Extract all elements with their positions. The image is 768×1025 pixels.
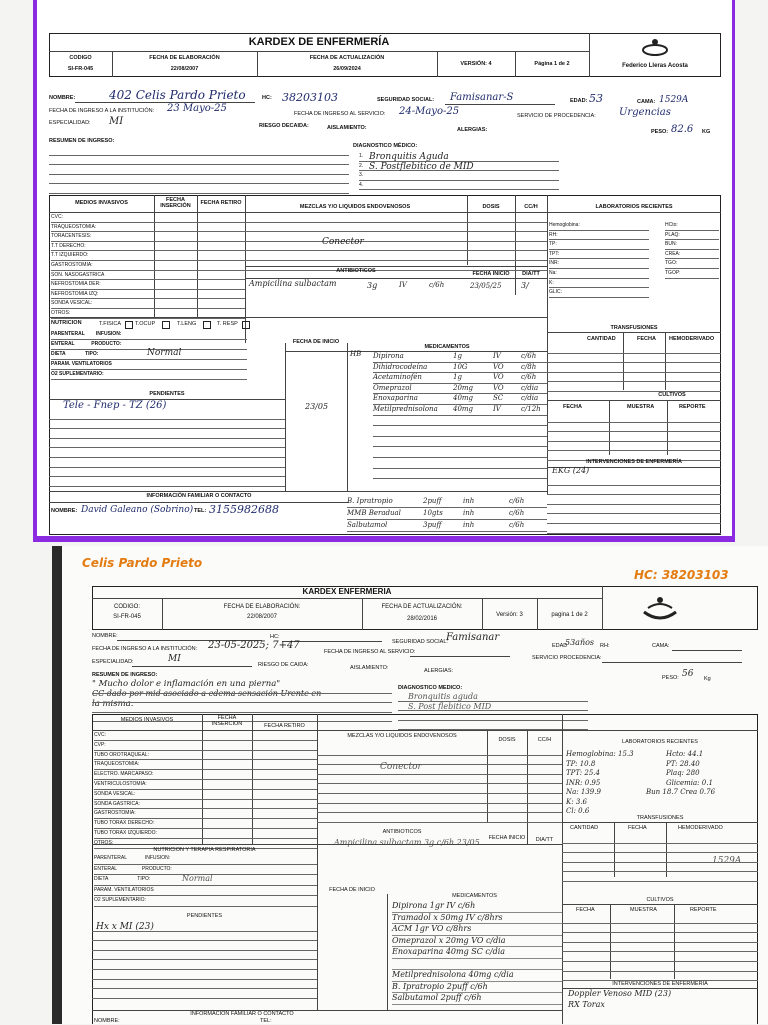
sheet-1: KARDEX DE ENFERMERÍA CODIGO SI-FR-045 FECHA DE ELABORACIÓN 22/08/2007 FECHA DE ACTUALIZACIÓN 26/09/2024 VERSIÓN: 4 Página 1 de 2 Federico Lleras Acosta NOMBRE: 402 Celis Pardo Prieto HC: 38203103 SEGURIDAD SOCIAL: Famisanar-S EDAD: 53 CAMA: 1529A FECHA DE INGRESO A LA INSTITUCIÓN: 23 Mayo-25 FECHA DE INGRESO AL SERVICIO: 24-Mayo-25 SERVICIO DE PROCEDENCIA: Urgencias ESPECIALIDAD: MI RIESGO DECAIDA: AISLAMIENTO: ALERGIAS: PESO: 82.6 KG RESUMEN DE INGRESO: DIAGNOSTICO MÉDICO: 1. 2. 3. 4. Bronquitis Aguda S. Postflebitico de MID MEDIOS INVASIVOS FECHA INSERCIÓN FECHA RETIRO CVC: TRAQUEOSTOMIA: TORACENTESIS: T.T DERECHO: T.T IZQUIERDO: GASTROSTOMIA: SON. NASOGASTRICA NEFROSTOMIA DER: NEFROSTOMIA IZQ: SONDA VESICAL: OTROS: MEZCLAS Y/O LIQUIDOS ENDOVENOSOS DOSIS CC/H Conector ANTIBIOTICOS FECHA INICIO DIA/TT Ampicilina sulbactam 3g IV c/6h 23/05/25 3/ LABORATORIOS RECIENTES Hemoglobina: RH: TP: TPT: INR: Na: K: GLIC: HCto: PLAQ: BUN: CREA: TGO: TGOP: NUTRICION T.FISICA T.OCUP T.LENG T. RESP PARENTERAL INFUSION: ENTERAL PRODUCTO: DIETA TIPO: PARAM. VENTILATORIOS O2 SUPLEMENTARIO: Normal PENDIENTES Tele - Fnep - TZ (26) FECHA DE INICIO MEDICAMENTOS HB 23/05 Dipirona 1g IV c/6h Dihidrocodeína 10G VO c/8h Acetaminofén 1g VO c/6h Omeprazol 20mg VO c/dia Enoxaparina 40mg SC c/dia Metilprednisolona 40mg IV c/12h TRANSFUSIONES CANTIDAD FECHA HEMODERIVADO CULTIVOS FECHA MUESTRA REPORTE INTERVENCIONES DE ENFERMERÍA EKG (24) INFORMACIÓN FAMILIAR O CONTACTO NOMBRE: David Galeano (Sobrino) TEL: 3155982688 B. Ipratropio 2puff inh c/6h MMB Beradual 10gts inh c/6h Salbutamol 3puff inh c/6h [33, 0, 735, 542]
pending-note: Tele - Fnep - TZ (26) [63, 400, 167, 411]
diagnosis-2-1: Bronquitis aguda [408, 692, 478, 701]
device-list: CVC: TRAQUEOSTOMIA: TORACENTESIS: T.T DERECHO: T.T IZQUIERDO: GASTROSTOMIA: SON. NASOGASTRICA NEFROSTOMIA DER: NEFROSTOMIA IZQ: SONDA VESICAL: OTROS: [51, 213, 245, 319]
contact-name: David Galeano (Sobrino) [81, 505, 194, 515]
hospital-logo [605, 36, 705, 74]
diet-type-2: Normal [182, 874, 213, 883]
specialty-2: MI [168, 654, 181, 664]
admission-summary-2: CC dado por mid asociado a edema sensación Urente en [92, 689, 322, 698]
patient-age: 53 [589, 92, 603, 105]
admission-summary-1: " Mucho dolor e inflamación en una pierna" [92, 679, 281, 689]
diagnosis-1: Bronquitis Aguda [369, 152, 449, 162]
tleng-checkbox[interactable] [203, 321, 211, 329]
service-date: 24-Mayo-25 [399, 106, 460, 117]
patient-hc: 38203103 [282, 91, 338, 104]
admission-summary-3: la misma. [92, 699, 134, 709]
labs-values-2: Hemoglobina: 15.3 Hcto: 44.1 TP: 10.8 PT: 28.40 TPT: 25.4 Plaq: 280 INR: 0.95 Glicemia: 0.1 Na: 139.9 Bun 18.7 Crea 0.76 K: 3.6 Cl: 0.6 [566, 750, 716, 815]
tocup-checkbox[interactable] [162, 321, 170, 329]
bed-note-2: 1529A [712, 856, 742, 866]
medication-list-2: Dipirona 1gr IV c/6h Tramadol x 50mg IV c/8hrs ACM 1gr VO c/8hrs Omeprazol x 20mg VO c/dia Enoxaparina 40mg SC c/dia Metilprednisolona 40mg c/dia B. Ipratropio 2puff c/6h Salbutamol 2puff c/6h [392, 901, 562, 1005]
origin-service: Urgencias [619, 107, 671, 118]
medication-list: Dipirona 1g IV c/6h Dihidrocodeína 10G VO c/8h Acetaminofén 1g VO c/6h Omeprazol 20mg VO c/dia Enoxaparina 40mg SC c/dia Metilprednisolona 40mg IV c/12h [373, 352, 547, 479]
iv-mixture: Conector [322, 237, 364, 247]
nursing-intervention: EKG (24) [552, 466, 590, 475]
logo-text: Federico Lleras Acosta [622, 63, 688, 69]
patient-age-2: 53años [565, 638, 595, 647]
antibiotic-2: Ampicilina sulbactam 3g c/6h 23/05 [334, 838, 480, 847]
pending-note-2: Hx x MI (23) [96, 922, 154, 932]
top-patient-name: Celis Pardo Prieto [82, 556, 203, 570]
nursing-intervention-2-1: Doppler Venoso MID (23) [568, 989, 672, 998]
extra-meds: B. Ipratropio 2puff inh c/6h MMB Beradual 10gts inh c/6h Salbutamol 3puff inh c/6h [347, 496, 547, 532]
top-patient-hc: HC: 38203103 [634, 568, 729, 582]
labs-left: Hemoglobina: RH: TP: TPT: INR: Na: K: GLIC: [549, 221, 649, 298]
tresp-checkbox[interactable] [242, 321, 250, 329]
sheet-2: Celis Pardo Prieto HC: 38203103 KARDEX ENFERMERIA CODIGO: SI-FR-045 FECHA DE ELABORACIÓN: 22/08/2007 FECHA DE ACTUALIZACIÓN: 28/02/2016 Versión: 3 pagina 1 de 2 NOMBRE: HC: SEGURIDAD SOCIAL: Famisanar EDAD 53años RH: CAMA: FECHA DE INGRESO A LA INSTITUCIÓN: 23-05-2025; 7+47 FECHA DE INGRESO AL SERVICIO: SERVICIO PROCEDENCIA: ESPECIALIDAD: MI RIESGO DE CAIDA: AISLAMIENTO: ALERGIAS: PESO: 56 Kg RESUMEN DE INGRESO: " Mucho dolor e inflamación en una pierna" CC dado por mid asociado a edema sensación Urente en la misma. DIAGNOSTICO MEDICO: Bronquitis aguda S. Post flebitico MID MEDIOS INVASIVOS FECHA INSERCION FECHA RETIRO CVC: CVP: TUBO OROTRAQUEAL: TRAQUEOSTOMIA: ELECTRO. MARCAPASO: VENTRICULOSTOMIA: SONDA VESICAL: SONDA GASTRICA: GASTROSTOMIA: TUBO TORAX DERECHO: TUBO TORAX IZQUIERDO: OTROS: MEZCLAS Y/O LIQUIDOS ENDOVENOSOS DOSIS CC/H Conector ANTIBIOTICOS FECHA INICIO DIA/TT Ampicilina sulbactam 3g c/6h 23/05 LABORATORIOS RECIENTES Hemoglobina: 15.3 Hcto: 44.1 TP: 10.8 PT: 28.40 TPT: 25.4 Plaq: 280 INR: 0.95 Glicemia: 0.1 Na: 139.9 Bun 18.7 Crea 0.76 K: 3.6 Cl: 0.6 TRANSFUSIONES CANTIDAD FECHA HEMODERIVADO 1529A NUTRICION Y TERAPIA RESPIRATORIA PARENTERAL INFUSION: ENTERAL PRODUCTO: DIETA TIPO: PARAM. VENTILATORIOS O2 SUPLEMENTARIO: Normal PENDIENTES Hx x MI (23) FECHA DE INICIO MEDICAMENTOS Dipirona 1gr IV c/6h Tramadol x 50mg IV c/8hrs ACM 1gr VO c/8hrs Omeprazol x 20mg VO c/dia Enoxaparina 40mg SC c/dia Metilprednisolona 40mg c/dia B. Ipratropio 2puff c/6h Salbutamol 2puff c/6h CULTIVOS FECHA MUESTRA REPORTE INTERVENCIONES DE ENFERMERIA Doppler Venoso MID (23) RX Torax INFORMACION FAMILIAR O CONTACTO NOMBRE: TEL: [52, 546, 768, 1024]
tfisica-checkbox[interactable] [125, 321, 133, 329]
social-security-2: Famisanar [446, 632, 500, 643]
patient-weight: 82.6 [671, 124, 694, 135]
admission-date: 23 Mayo-25 [167, 103, 227, 114]
labs-right: HCto: PLAQ: BUN: CREA: TGO: TGOP: [665, 221, 719, 279]
diagnosis-2: S. Postflebitico de MID [369, 162, 474, 172]
device-list-2: CVC: CVP: TUBO OROTRAQUEAL: TRAQUEOSTOMIA: ELECTRO. MARCAPASO: VENTRICULOSTOMIA: SONDA VESICAL: SONDA GASTRICA: GASTROSTOMIA: TUBO TORAX DERECHO: TUBO TORAX IZQUIERDO: OTROS: [94, 731, 317, 849]
patient-bed: 1529A [659, 95, 689, 105]
kardex-title-2: KARDEX ENFERMERIA [302, 587, 392, 596]
antibiotic-name: Ampicilina sulbactam [249, 279, 337, 288]
med-start-date: 23/05 [305, 402, 329, 411]
kardex-title: KARDEX DE ENFERMERÍA [248, 36, 390, 48]
iv-mixture-2: Conector [380, 762, 422, 772]
nursing-intervention-2-2: RX Torax [568, 1000, 605, 1009]
social-security: Famisanar-S [450, 92, 514, 103]
patient-weight-2: 56 [682, 669, 694, 679]
contact-phone: 3155982688 [209, 503, 279, 516]
hospital-logo-2 [632, 590, 692, 626]
diet-type: Normal [147, 348, 182, 358]
specialty: MI [109, 116, 124, 127]
patient-name: 402 Celis Pardo Prieto [109, 88, 246, 102]
admission-date-2: 23-05-2025; 7+47 [208, 640, 300, 651]
diagnosis-2-2: S. Post flebitico MID [408, 702, 492, 711]
